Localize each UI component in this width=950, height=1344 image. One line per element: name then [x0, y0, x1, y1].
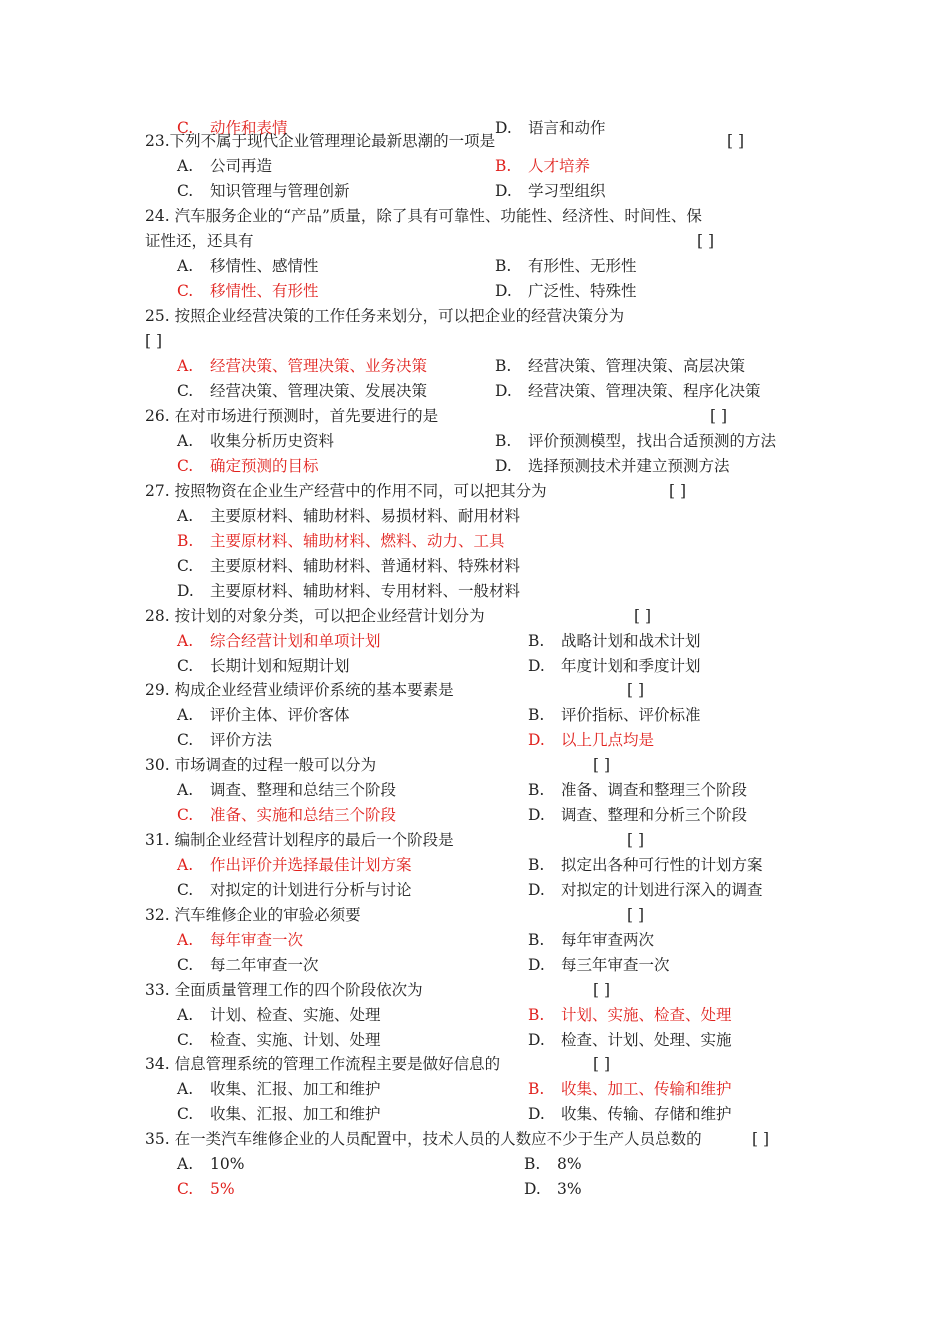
option-d-text: 学习型组织: [528, 182, 606, 200]
question-text: 33. 全面质量管理工作的四个阶段依次为: [145, 981, 423, 999]
question-25-options-row: [0, 379, 950, 404]
option-letter: A.: [177, 706, 194, 724]
option-a-text: 移情性、感情性: [210, 257, 319, 275]
option-a-text: 收集分析历史资料: [210, 432, 335, 450]
option-b-text: 评价指标、评价标准: [561, 706, 701, 724]
question-27-stem: [0, 479, 950, 504]
option-a-text: 主要原材料、辅助材料、易损材料、耐用材料: [210, 507, 521, 525]
question-23-options-row: [0, 154, 950, 179]
question-text: 27. 按照物资在企业生产经营中的作用不同，可以把其分为: [145, 482, 547, 500]
option-c-text: 收集、汇报、加工和维护: [210, 1105, 381, 1123]
question-25-stem: [0, 304, 950, 329]
option-c-text: 知识管理与管理创新: [210, 182, 350, 200]
option-letter: D.: [495, 382, 512, 400]
option-a-text: 10%: [210, 1155, 245, 1173]
option-letter: B.: [528, 632, 545, 650]
question-31-options-row: [0, 878, 950, 903]
option-c-text: 5%: [210, 1180, 235, 1198]
question-text: 32. 汽车维修企业的审验必须要: [145, 906, 361, 924]
option-letter: A.: [177, 157, 194, 175]
question-24-stem: [0, 204, 950, 229]
option-d-text: 对拟定的计划进行深入的调查: [561, 881, 763, 899]
option-a-text: 评价主体、评价客体: [210, 706, 350, 724]
answer-bracket: [ ]: [697, 232, 715, 250]
option-letter: D.: [528, 806, 545, 824]
question-text: 28. 按计划的对象分类，可以把企业经营计划分为: [145, 607, 485, 625]
option-letter: B.: [528, 931, 545, 949]
option-letter: A.: [177, 1006, 194, 1024]
option-letter: A.: [177, 432, 194, 450]
question-text: 23.下列不属于现代企业管理理论最新思潮的一项是: [145, 132, 496, 150]
option-letter: D.: [495, 282, 512, 300]
question-27-options-row: [0, 554, 950, 579]
option-c-text: 经营决策、管理决策、发展决策: [210, 382, 428, 400]
question-32-options-row: [0, 953, 950, 978]
option-letter: A.: [177, 781, 194, 799]
option-letter: C.: [177, 731, 194, 749]
option-letter: D.: [495, 182, 512, 200]
option-a-text: 收集、汇报、加工和维护: [210, 1080, 381, 1098]
question-32-options-row: [0, 928, 950, 953]
option-letter: A.: [177, 632, 194, 650]
option-c-text: 检查、实施、计划、处理: [210, 1031, 381, 1049]
option-letter: C.: [177, 1180, 194, 1198]
question-24-options-row: [0, 254, 950, 279]
option-letter: A.: [177, 1155, 194, 1173]
question-26-options-row: [0, 429, 950, 454]
option-letter: A.: [177, 856, 194, 874]
answer-bracket: [ ]: [627, 906, 645, 924]
option-letter: B.: [495, 257, 512, 275]
option-letter: A.: [177, 1080, 194, 1098]
answer-bracket: [ ]: [145, 332, 163, 350]
question-23-stem: [0, 129, 950, 154]
option-c-text: 对拟定的计划进行分析与讨论: [210, 881, 412, 899]
question-text: 30. 市场调查的过程一般可以分为: [145, 756, 377, 774]
option-c-text: 移情性、有形性: [210, 282, 319, 300]
question-35-stem: [0, 1127, 950, 1152]
option-b-text: 人才培养: [528, 157, 591, 175]
option-letter: D.: [495, 119, 512, 137]
option-letter: C.: [177, 382, 194, 400]
option-letter: D.: [495, 457, 512, 475]
option-letter: D.: [528, 657, 545, 675]
question-26-options-row: [0, 454, 950, 479]
option-letter: A.: [177, 357, 194, 375]
answer-bracket: [ ]: [593, 1055, 611, 1073]
option-letter: B.: [495, 157, 512, 175]
question-35-options-row: [0, 1152, 950, 1177]
question-text: 29. 构成企业经营业绩评价系统的基本要素是: [145, 681, 454, 699]
question-33-options-row: [0, 1003, 950, 1028]
option-d-text: 3%: [557, 1180, 582, 1198]
option-letter: B.: [495, 432, 512, 450]
answer-bracket: [ ]: [593, 981, 611, 999]
option-d-text: 经营决策、管理决策、程序化决策: [528, 382, 761, 400]
option-letter: B.: [524, 1155, 541, 1173]
option-letter: B.: [528, 706, 545, 724]
option-letter: C.: [177, 806, 194, 824]
question-28-options-row: [0, 654, 950, 679]
question-25-bracket-row: [0, 329, 950, 354]
option-b-text: 收集、加工、传输和维护: [561, 1080, 732, 1098]
question-29-options-row: [0, 728, 950, 753]
option-d-text: 调查、整理和分析三个阶段: [561, 806, 748, 824]
option-b-text: 计划、实施、检查、处理: [561, 1006, 732, 1024]
question-29-stem: [0, 678, 950, 703]
option-c-text: 确定预测的目标: [210, 457, 319, 475]
option-a-text: 经营决策、管理决策、业务决策: [210, 357, 428, 375]
question-24-stem-cont: [0, 229, 950, 254]
option-b-text: 主要原材料、辅助材料、燃料、动力、工具: [210, 532, 505, 550]
answer-bracket: [ ]: [627, 681, 645, 699]
option-letter: C.: [177, 881, 194, 899]
question-23-options-row: [0, 179, 950, 204]
option-letter: D.: [528, 956, 545, 974]
option-letter: C.: [177, 282, 194, 300]
option-c-text: 准备、实施和总结三个阶段: [210, 806, 397, 824]
question-34-options-row: [0, 1102, 950, 1127]
question-text: 34. 信息管理系统的管理工作流程主要是做好信息的: [145, 1055, 501, 1073]
option-a-text: 计划、检查、实施、处理: [210, 1006, 381, 1024]
option-a-text: 作出评价并选择最佳计划方案: [210, 856, 412, 874]
question-27-options-row: [0, 504, 950, 529]
option-d-text: 主要原材料、辅助材料、专用材料、一般材料: [210, 582, 521, 600]
option-d-text: 每三年审查一次: [561, 956, 670, 974]
question-34-stem: [0, 1052, 950, 1077]
option-letter: D.: [528, 731, 545, 749]
option-letter: D.: [528, 1105, 545, 1123]
option-text: 语言和动作: [528, 119, 606, 137]
option-b-text: 每年审查两次: [561, 931, 655, 949]
option-text: 动作和表情: [210, 119, 288, 137]
option-a-text: 公司再造: [210, 157, 273, 175]
answer-bracket: [ ]: [593, 756, 611, 774]
question-30-options-row: [0, 803, 950, 828]
question-text: 35. 在一类汽车维修企业的人员配置中，技术人员的人数应不少于生产人员总数的: [145, 1130, 702, 1148]
answer-bracket: [ ]: [669, 482, 687, 500]
option-letter: A.: [177, 507, 194, 525]
question-27-options-row: [0, 529, 950, 554]
option-letter: B.: [177, 532, 194, 550]
question-30-stem: [0, 753, 950, 778]
question-30-options-row: [0, 778, 950, 803]
answer-bracket: [ ]: [627, 831, 645, 849]
question-28-stem: [0, 604, 950, 629]
option-letter: B.: [528, 1006, 545, 1024]
answer-bracket: [ ]: [710, 407, 728, 425]
option-b-text: 战略计划和战术计划: [561, 632, 701, 650]
option-d-text: 年度计划和季度计划: [561, 657, 701, 675]
option-letter: C.: [177, 1105, 194, 1123]
question-35-options-row: [0, 1177, 950, 1202]
option-letter: B.: [495, 357, 512, 375]
option-letter: D.: [528, 1031, 545, 1049]
option-d-text: 选择预测技术并建立预测方法: [528, 457, 730, 475]
option-b-text: 有形性、无形性: [528, 257, 637, 275]
option-letter: A.: [177, 257, 194, 275]
option-letter: C.: [177, 956, 194, 974]
option-c-text: 长期计划和短期计划: [210, 657, 350, 675]
option-letter: C.: [177, 457, 194, 475]
question-31-options-row: [0, 853, 950, 878]
option-letter: C.: [177, 1031, 194, 1049]
option-letter: A.: [177, 931, 194, 949]
option-d-text: 广泛性、特殊性: [528, 282, 637, 300]
question-33-options-row: [0, 1028, 950, 1053]
option-a-text: 调查、整理和总结三个阶段: [210, 781, 397, 799]
option-letter: D.: [528, 881, 545, 899]
option-c-text: 评价方法: [210, 731, 273, 749]
option-letter: C.: [177, 119, 194, 137]
question-text: 24. 汽车服务企业的“产品”质量，除了具有可靠性、功能性、经济性、时间性、保: [145, 207, 702, 225]
option-letter: B.: [528, 856, 545, 874]
option-letter: D.: [177, 582, 194, 600]
option-letter: C.: [177, 557, 194, 575]
answer-bracket: [ ]: [727, 132, 745, 150]
option-a-text: 综合经营计划和单项计划: [210, 632, 381, 650]
question-26-stem: [0, 404, 950, 429]
option-d-text: 收集、传输、存储和维护: [561, 1105, 732, 1123]
option-a-text: 每年审查一次: [210, 931, 304, 949]
option-c-text: 每二年审查一次: [210, 956, 319, 974]
question-24-options-row: [0, 279, 950, 304]
answer-bracket: [ ]: [752, 1130, 770, 1148]
question-25-options-row: [0, 354, 950, 379]
option-d-text: 检查、计划、处理、实施: [561, 1031, 732, 1049]
question-29-options-row: [0, 703, 950, 728]
option-letter: C.: [177, 182, 194, 200]
option-b-text: 拟定出各种可行性的计划方案: [561, 856, 763, 874]
option-letter: B.: [528, 781, 545, 799]
option-b-text: 评价预测模型，找出合适预测的方法: [528, 432, 777, 450]
question-27-options-row: [0, 579, 950, 604]
question-text: 31. 编制企业经营计划程序的最后一个阶段是: [145, 831, 454, 849]
answer-bracket: [ ]: [634, 607, 652, 625]
option-d-text: 以上几点均是: [561, 731, 655, 749]
option-b-text: 经营决策、管理决策、高层决策: [528, 357, 746, 375]
question-33-stem: [0, 978, 950, 1003]
option-b-text: 8%: [557, 1155, 582, 1173]
option-c-text: 主要原材料、辅助材料、普通材料、特殊材料: [210, 557, 521, 575]
question-32-stem: [0, 903, 950, 928]
option-letter: B.: [528, 1080, 545, 1098]
question-text: 26. 在对市场进行预测时，首先要进行的是: [145, 407, 439, 425]
option-b-text: 准备、调查和整理三个阶段: [561, 781, 748, 799]
option-letter: D.: [524, 1180, 541, 1198]
question-text: 25. 按照企业经营决策的工作任务来划分，可以把企业的经营决策分为: [145, 307, 625, 325]
option-letter: C.: [177, 657, 194, 675]
question-34-options-row: [0, 1077, 950, 1102]
question-31-stem: [0, 828, 950, 853]
question-text: 证性还，还具有: [145, 232, 254, 250]
question-28-options-row: [0, 629, 950, 654]
